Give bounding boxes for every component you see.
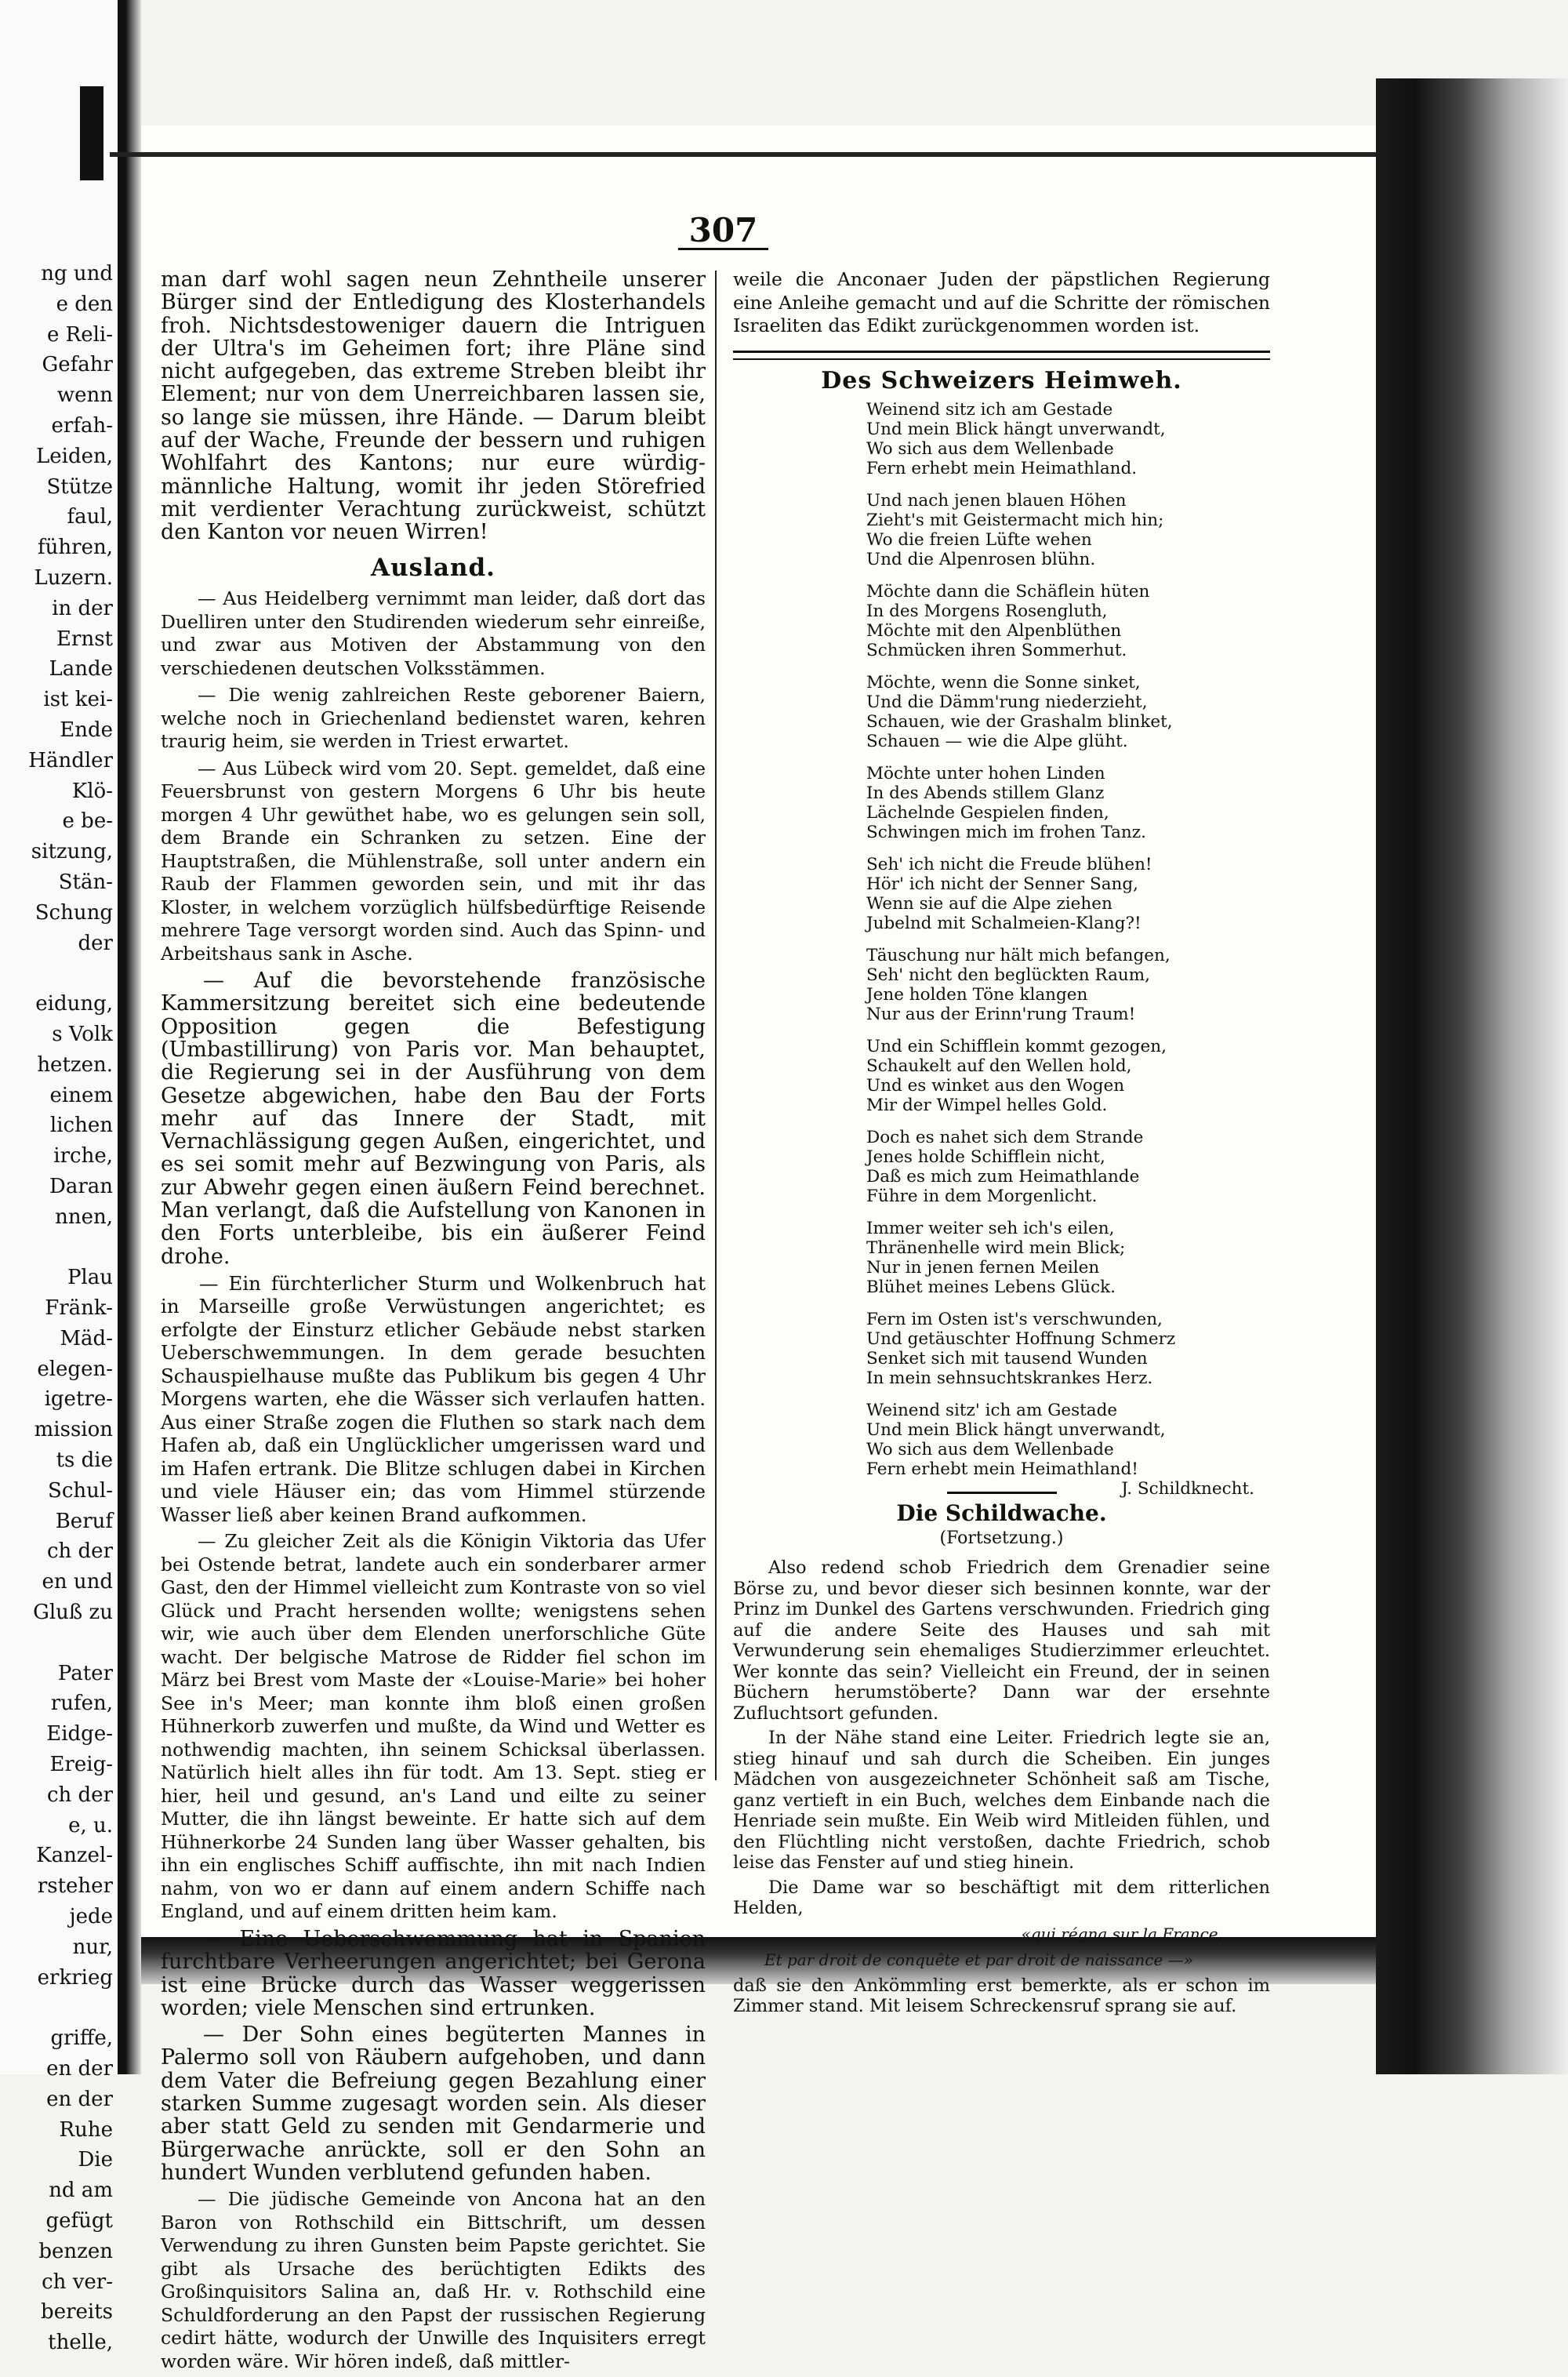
prev-fragment-line: Händler [28, 748, 113, 772]
prev-fragment-line: en und [42, 1570, 113, 1594]
prev-fragment-line: ist kei- [43, 688, 113, 712]
page-number: 307 [678, 213, 768, 250]
prev-fragment-line: e den [56, 292, 113, 316]
prev-fragment-line: Beruf [55, 1509, 113, 1533]
prev-fragment-line: Schung [34, 900, 113, 925]
right-page-edge [1376, 78, 1568, 2074]
prev-fragment-line: führen, [38, 536, 113, 560]
prev-fragment-line: eidung, [35, 992, 113, 1016]
short-rule [947, 1492, 1057, 1494]
prev-fragment-line: jede [69, 1905, 113, 1929]
prev-fragment-line: Stütze [46, 474, 113, 499]
poem-line: Nur aus der Erinn'rung Traum! [866, 1005, 1136, 1024]
prev-fragment-line: ng und [41, 262, 113, 285]
poem-line: Und ein Schifflein kommt gezogen, [866, 1037, 1167, 1056]
poem-line: Senket sich mit tausend Wunden [866, 1349, 1148, 1368]
section-title-ausland: Ausland. [371, 553, 495, 582]
prev-fragment-line: Klö- [71, 779, 113, 803]
prev-fragment-line: Ruhe [59, 2117, 113, 2142]
poem-line: Seh' ich nicht die Freude blühen! [866, 855, 1152, 874]
poem-line: Und die Dämm'rung niederzieht, [866, 692, 1148, 712]
poem-line: Lächelnde Gespielen finden, [866, 803, 1109, 823]
prev-fragment-line: e Reli- [46, 322, 113, 347]
prev-fragment-line: in der [52, 596, 113, 620]
poem-stanza [866, 1037, 1270, 1115]
prev-fragment-line: en der [46, 2057, 113, 2081]
prev-fragment-line: ch ver- [42, 2270, 113, 2294]
prev-fragment-line: Ernst [56, 627, 113, 651]
poem-stanza [866, 491, 1270, 569]
poem-line: Wenn sie auf die Alpe ziehen [866, 894, 1112, 914]
poem-line: Schwingen mich im frohen Tanz. [866, 823, 1146, 842]
news-baiern: — Die wenig zahlreichen Reste geborener Baiern, welche noch in Griechenland bedienstet waren, kehren traurig heim, sie werden in Triest erwartet. [161, 684, 706, 753]
french-quote-line-1: «qui régna sur la France, [1021, 1924, 1223, 1943]
prev-fragment-line: Schul- [48, 1478, 113, 1503]
prev-fragment-line: Ereig- [49, 1753, 113, 1777]
poem-line: Täuschung nur hält mich befangen, [866, 946, 1171, 965]
poem-signature: J. Schildknecht. [1121, 1479, 1254, 1499]
prev-fragment-line: lichen [49, 1114, 113, 1138]
poem-line: Daß es mich zum Heimathlande [866, 1167, 1140, 1187]
prev-fragment-line: wenn [56, 383, 113, 408]
poem-line: In mein sehnsuchtskrankes Herz. [866, 1368, 1153, 1388]
prev-fragment-line: Leiden, [35, 444, 113, 468]
prev-fragment-line: griffe, [50, 2026, 113, 2051]
poem-stanza [866, 946, 1270, 1024]
prev-fragment-line: sitzung, [31, 840, 113, 864]
prev-fragment-line: s Volk [52, 1022, 113, 1046]
binding-mark [80, 86, 103, 180]
poem-line: Schauen, wie der Grashalm blinket, [866, 712, 1173, 732]
story-paragraph-2: In der Nähe stand eine Leiter. Friedrich legte sie an, stieg hinauf und sah durch die Scheiben. Ein junges Mädchen von ausgezeichneter Schönheit saß am Tische, ganz vertieft in ein Buch, welches dem Einbande nach die Henriade sein mußte. Ein Weib wird Mitleiden fühlen, und den Flüchtling nicht verstoßen, dachte Friedrich, schob leise das Fenster auf und stieg hinein. [733, 1728, 1270, 1873]
prev-fragment-line: nd am [49, 2179, 113, 2203]
prev-fragment-line: rsteher [37, 1874, 113, 1899]
previous-page-text [28, 259, 113, 2358]
prev-fragment-line: Die [78, 2148, 113, 2172]
prev-fragment-line: benzen [38, 2239, 113, 2263]
poem-line: Und mein Blick hängt unverwandt, [866, 1420, 1166, 1440]
prev-fragment-line: nur, [72, 1935, 113, 1959]
poem-line: Wo sich aus dem Wellenbade [866, 1440, 1114, 1459]
poem-line: Möchte mit den Alpenblüthen [866, 621, 1122, 641]
poem-line: Und es winket aus den Wogen [866, 1076, 1125, 1096]
poem-line: Blühet meines Lebens Glück. [866, 1278, 1116, 1297]
prev-fragment-line: ch der [46, 1783, 113, 1807]
prev-fragment-line: Daran [49, 1174, 113, 1198]
poem-line: Schmücken ihren Sommerhut. [866, 641, 1127, 660]
double-rule [733, 351, 1270, 360]
poem-line: Jene holden Töne klangen [866, 985, 1088, 1005]
book-gutter [118, 0, 141, 2074]
prev-fragment-line: thelle, [48, 2331, 113, 2355]
poem-line: Fern erhebt mein Heimathland! J. Schildknecht. [866, 1459, 1254, 1499]
poem-line: Seh' nicht den beglückten Raum, [866, 965, 1150, 985]
news-spanien: — Eine Ueberschwemmung hat in Spanien furchtbare Verheerungen angerichtet; bei Gerona ist eine Brücke durch das Wasser weggerissen worden; viele Menschen sind ertrunken. [161, 1926, 706, 2020]
poem-line: Und nach jenen blauen Höhen [866, 491, 1127, 511]
prev-fragment-line: Plau [67, 1266, 113, 1290]
french-quote-line-2: Et par droit de conquête et par droit de naissance —» [764, 1950, 1193, 1969]
poem-line: Schaukelt auf den Wellen hold, [866, 1056, 1132, 1076]
top-rule [110, 147, 1396, 162]
news-marseille: — Ein fürchterlicher Sturm und Wolkenbruch hat in Marseille große Verwüstungen angerichtet; es erfolgte der Einsturz etlicher Gebäude nebst starken Ueberschwemmungen. In dem gerade besuchten Schauspielhause mußte das Publikum bis gegen 4 Uhr Morgens warten, ehe die Wässer sich verlaufen hatten. Aus einer Straße zogen die Fluthen so stark nach dem Hafen ab, daß ein Unglücklicher umgerissen ward und im Hafen ertrank. Die Blitze schlugen dabei in Kirchen und viele Häuser ein; das vom Himmel stürzende Wasser ließ aber keinen Brand aufkommen. [161, 1271, 706, 1526]
prev-fragment-line: gefügt [45, 2209, 113, 2233]
prev-fragment-line: Kanzel- [36, 1844, 113, 1868]
prev-fragment-line: e, u. [68, 1813, 113, 1837]
poem-title: Des Schweizers Heimweh. [821, 366, 1182, 394]
poem-line: In des Morgens Rosengluth, [866, 602, 1108, 621]
right-column [733, 268, 1270, 2021]
prev-fragment-line: Stän- [58, 870, 113, 894]
poem-line: Zieht's mit Geistermacht mich hin; [866, 511, 1164, 530]
poem-line: Und mein Blick hängt unverwandt, [866, 420, 1166, 439]
prev-fragment-line: Lande [49, 657, 113, 681]
prev-fragment-line: Fränk- [45, 1296, 113, 1321]
prev-fragment-line: nnen, [55, 1205, 113, 1229]
prev-fragment-line: einem [49, 1083, 113, 1107]
poem-line: Jenes holde Schifflein nicht, [866, 1147, 1105, 1167]
prev-fragment-line: mission [34, 1418, 113, 1442]
poem-line: Und die Alpenrosen blühn. [866, 550, 1096, 569]
column-divider [715, 271, 717, 1780]
prev-fragment-line: ch der [46, 1539, 113, 1564]
poem-stanza [866, 582, 1270, 660]
poem-line: Führe in dem Morgenlicht. [866, 1187, 1098, 1206]
news-paris: — Auf die bevorstehende französische Kammersitzung bereitet sich eine bedeutende Opposition gegen die Befestigung (Umbastillirung) von Paris vor. Man behauptet, die Regierung sei in der Ausführung von dem Gesetze abgewichen, habe den Bau der Forts mehr auf das Innere der Stadt, mit Vernachlässigung gegen Außen, eingerichtet, und es sei somit mehr auf Bezwingung von Paris, als zur Abwehr gegen einen äußern Feind berechnet. Man verlangt, daß die Aufstellung von Kanonen in den Forts unterbleibe, bis ein äußerer Feind drohe. [161, 969, 706, 1269]
story-subtitle: (Fortsetzung.) [939, 1528, 1064, 1548]
prev-fragment-line: faul, [67, 505, 113, 529]
poem-line: Möchte, wenn die Sonne sinket, [866, 673, 1141, 692]
prev-fragment-line: erkrieg [37, 1965, 113, 1990]
prev-fragment-line [28, 958, 113, 989]
prev-fragment-line: Mäd- [60, 1326, 113, 1350]
news-palermo: — Der Sohn eines begüterten Mannes in Palermo soll von Räubern aufgehoben, und dann dem Vater die Befreiung gegen Bezahlung einer starken Summe zugesagt worden sein. Als dieser aber statt Geld zu senden mit Gendarmerie und Bürgerwache anrückte, soll er den Sohn an hundert Wunden verblutend gefunden haben. [161, 2023, 706, 2185]
prev-fragment-line: ts die [56, 1448, 113, 1473]
prev-fragment-line: Eidge- [46, 1722, 113, 1746]
poem-stanza [866, 1401, 1270, 1499]
poem-line: Weinend sitz ich am Gestade [866, 400, 1113, 420]
poem-line: Schauen — wie die Alpe glüht. [866, 732, 1128, 751]
prev-fragment-line: rufen, [50, 1692, 113, 1716]
prev-fragment-line: Pater [57, 1661, 113, 1685]
poem-stanza [866, 764, 1270, 842]
poem-stanza [866, 1310, 1270, 1388]
prev-fragment-line: bereits [41, 2300, 113, 2324]
poem-line: Und getäuschter Hoffnung Schmerz [866, 1329, 1176, 1349]
poem-line: Fern im Osten ist's verschwunden, [866, 1310, 1163, 1329]
poem-line: Wo die freien Lüfte wehen [866, 530, 1092, 550]
poem-line: In des Abends stillem Glanz [866, 783, 1105, 803]
poem-line: Mir der Wimpel helles Gold. [866, 1096, 1108, 1115]
poem-stanza [866, 855, 1270, 933]
poem-line: Jubelnd mit Schalmeien-Klang?! [866, 914, 1142, 933]
poem-line: Weinend sitz' ich am Gestade [866, 1401, 1118, 1420]
prev-fragment-line [28, 1993, 113, 2023]
poem-stanza [866, 1128, 1270, 1206]
story-title: Die Schildwache. [896, 1500, 1107, 1526]
prev-fragment-line: Gefahr [42, 353, 113, 377]
prev-fragment-line: en der [46, 2087, 113, 2111]
poem-line: Möchte dann die Schäflein hüten [866, 582, 1150, 602]
poem-stanza [866, 400, 1270, 478]
prev-fragment-line: Ende [60, 718, 113, 742]
prev-fragment-line: elegen- [37, 1357, 113, 1381]
poem-line: Doch es nahet sich dem Strande [866, 1128, 1144, 1147]
prev-fragment-line: erfah- [51, 413, 113, 438]
story-paragraph-1: Also redend schob Friedrich dem Grenadier seine Börse zu, und bevor dieser sich besinnen konnte, war der Prinz im Dunkel des Gartens verschwunden. Friedrich ging auf die andere Seite des Hauses und sah mit Verwunderung sein ehemaliges Studierzimmer erleuchtet. Wer konnte das sein? Vielleicht ein Freund, der in seinen Büchern herumstöberte? Dann war der ersehnte Zufluchtsort gefunden. [733, 1557, 1270, 1724]
prev-fragment-line: hetzen. [37, 1052, 113, 1077]
poem-line: Nur in jenen fernen Meilen [866, 1258, 1100, 1278]
prev-fragment-line [28, 1233, 113, 1263]
prev-fragment-line: Luzern. [34, 565, 113, 590]
news-heidelberg: — Aus Heidelberg vernimmt man leider, daß dort das Duelliren unter den Studirenden wiederum sehr einreiße, und zwar aus Motiven der Abstammung von den verschiedenen deutschen Volksstämmen. [161, 587, 706, 679]
story [733, 1502, 1270, 2017]
news-ancona: — Die jüdische Gemeinde von Ancona hat an den Baron von Rothschild ein Bittschrift, um dessen Verwendung zu ihren Gunsten beim Papste gerichtet. Sie gibt als Ursache des berüchtigten Edikts des Großinquisitors Salina an, daß Hr. v. Rothschild eine Schuldforderung an den Papst der russischen Regierung cedirt hätte, wodurch der Unwille des Inquisiters erregt worden wäre. Wir hören indeß, daß mittler- [161, 2188, 706, 2372]
news-luebeck: — Aus Lübeck wird vom 20. Sept. gemeldet, daß eine Feuersbrunst von gestern Morgens 6 Uhr bis heute morgen 4 Uhr gewüthet habe, wo es gelungen sein soll, dem Brande ein Schranken zu setzen. Eine der Hauptstraßen, die Mühlenstraße, soll unter andern ein Raub der Flammen geworden sein, und mit ihr das Kloster, in welchem vorzüglich hülfsbedürftige Reisende mehrere Tage versorgt worden sind. Auch das Spinn- und Arbeitshaus sank in Asche. [161, 757, 706, 965]
story-paragraph-4: daß sie den Ankömmling erst bemerkte, als er schon im Zimmer stand. Mit leisem Schreckensruf sprang sie auf. [733, 1975, 1270, 2016]
intro-paragraph: man darf wohl sagen neun Zehntheile unserer Bürger sind der Entledigung des Klosterhandels froh. Nichtsdestoweniger dauern die Intriguen der Ultra's im Geheimen fort; ihre Pläne sind nicht aufgegeben, das extreme Streben bleibt ihr Element; nur von dem Unerreichbaren lassen sie, so lange sie müssen, ihre Hände. — Darum bleibt auf der Wache, Freunde der bessern und ruhigen Wohlfahrt des Kantons; nur eure würdig-männliche Haltung, womit ihr jeden Störefried mit verdienter Verachtung zurückweist, schützt den Kanton vor neuen Wirren! [161, 267, 706, 545]
poem-line: Thränenhelle wird mein Blick; [866, 1238, 1126, 1258]
left-column [161, 268, 706, 2377]
poem-line: Fern erhebt mein Heimathland. [866, 459, 1138, 478]
prev-fragment-line: e be- [62, 809, 113, 834]
story-paragraph-3: Die Dame war so beschäftigt mit dem ritterlichen Helden, [733, 1877, 1270, 1918]
prev-fragment-line: Gluß zu [33, 1601, 113, 1625]
poem-line: Hör' ich nicht der Senner Sang, [866, 874, 1138, 894]
prev-fragment-line [28, 1628, 113, 1659]
poem-line: Möchte unter hohen Linden [866, 764, 1105, 783]
prev-fragment-line: igetre- [44, 1387, 113, 1412]
prev-fragment-line: irche, [53, 1144, 113, 1169]
poem-stanza [866, 673, 1270, 751]
poem [733, 400, 1270, 1499]
poem-line: Immer weiter seh ich's eilen, [866, 1219, 1115, 1238]
ancona-continuation: weile die Anconaer Juden der päpstlichen Regierung eine Anleihe gemacht und auf die Schritte der römischen Israeliten das Edikt zurückgenommen worden ist. [733, 268, 1270, 336]
prev-fragment-line: der [78, 931, 113, 955]
news-ostende: — Zu gleicher Zeit als die Königin Viktoria das Ufer bei Ostende betrat, landete auch ein sonderbarer armer Gast, den der Himmel vielleicht zum Kontraste von so viel Glück und Pracht hersenden wollte; wenigstens sehen wir, wie auch über dem Elenden unerforschliche Güte wacht. Der belgische Matrose de Ridder fiel schon im März bei Brest vom Maste der «Louise-Marie» bei hoher See in's Meer; man konnte ihm bloß einen großen Hühnerkorb zuwerfen und mußte, da Wind und Wetter es nothwendig machten, ihn seinem Schicksal überlassen. Natürlich hielt alles ihn für todt. Am 13. Sept. stieg er hier, heil und gesund, an's Land und eilte zu seiner Mutter, die ihn längst beweinte. Er hatte sich auf dem Hühnerkorbe 24 Sunden lang über Wasser gehalten, bis ihn ein englisches Schiff auffischte, ihn mit nach Indien nahm, von wo er dann auf einem andern Schiffe nach England, und auf einem dritten heim kam. [161, 1530, 706, 1923]
previous-page-fragment [0, 0, 118, 2355]
poem-stanza [866, 1219, 1270, 1297]
poem-line: Wo sich aus dem Wellenbade [866, 439, 1114, 459]
